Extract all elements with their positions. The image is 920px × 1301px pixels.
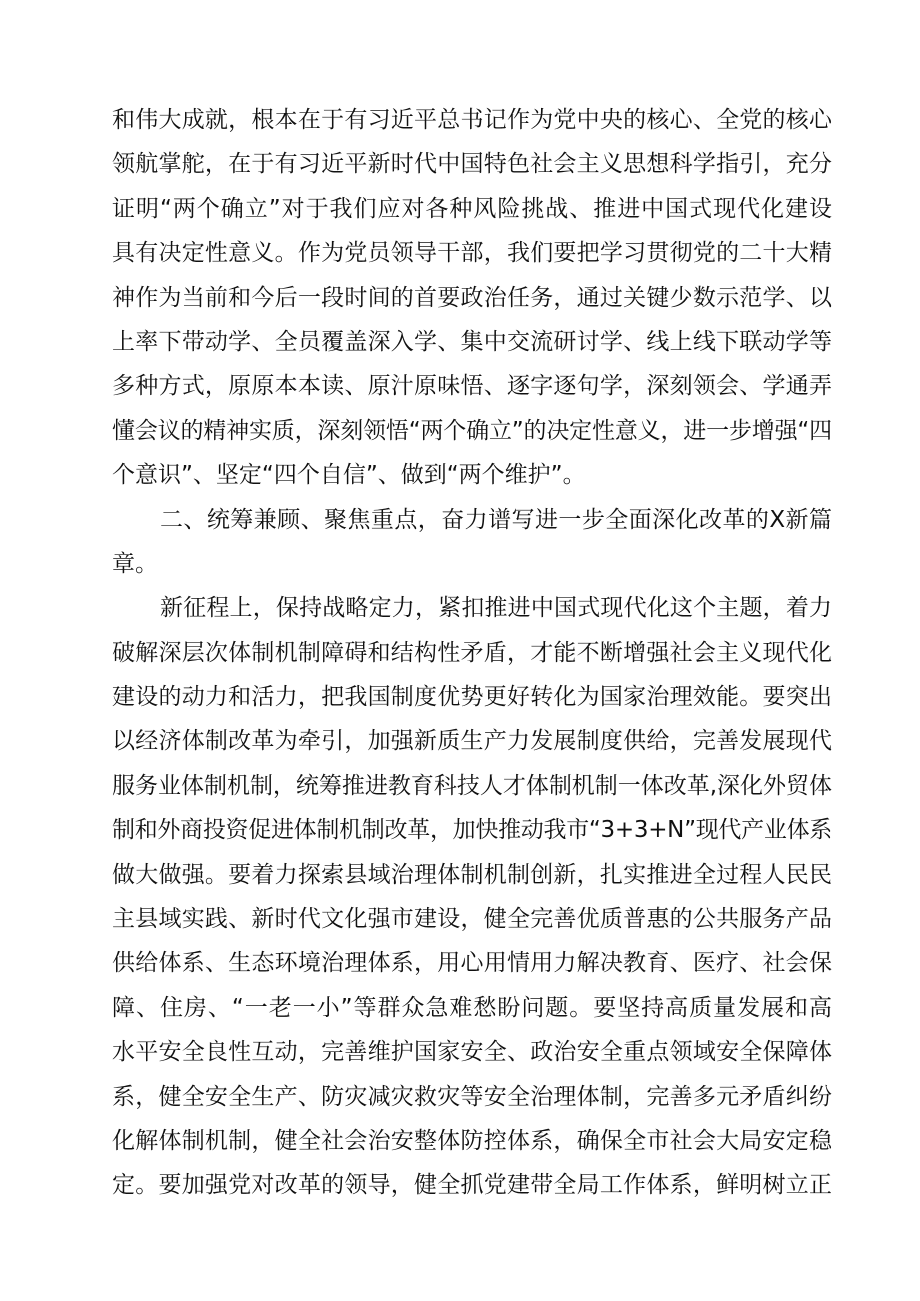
text-line: 主县域实践、新时代文化强市建设，健全完善优质普惠的公共服务产品 [112, 906, 832, 933]
text-line: 障、住房、“一老一小”等群众急难愁盼问题。要坚持高质量发展和高 [112, 994, 832, 1021]
body-text [112, 98, 832, 1208]
text-line: 制和外商投资促进体制机制改革，加快推动我市“3+3+N”现代产业体系 [112, 817, 832, 844]
text-line: 领航掌舵，在于有习近平新时代中国特色社会主义思想科学指引，充分 [112, 151, 832, 178]
text-line: 和伟大成就，根本在于有习近平总书记作为党中央的核心、全党的核心 [112, 107, 832, 133]
text-line: 定。要加强党对改革的领导，健全抓党建带全局工作体系，鲜明树立正 [112, 1172, 832, 1199]
text-line: 上率下带动学、全员覆盖深入学、集中交流研讨学、线上线下联动学等 [112, 328, 832, 355]
text-line: 二、统筹兼顾、聚焦重点，奋力谱写进一步全面深化改革的X新篇 [160, 506, 832, 533]
text-line: 供给体系、生态环境治理体系，用心用情用力解决教育、医疗、社会保 [112, 950, 832, 977]
text-line: 证明“两个确立”对于我们应对各种风险挑战、推进中国式现代化建设 [112, 195, 832, 222]
text-line: 以经济体制改革为牵引，加强新质生产力发展制度供给，完善发展现代 [112, 728, 832, 755]
text-line: 水平安全良性互动，完善维护国家安全、政治安全重点领域安全保障体 [112, 1039, 832, 1066]
text-line: 懂会议的精神实质，深刻领悟“两个确立”的决定性意义，进一步增强“四 [112, 417, 832, 444]
text-line: 破解深层次体制机制障碍和结构性矛盾，才能不断增强社会主义现代化 [112, 639, 832, 666]
text-line: 神作为当前和今后一段时间的首要政治任务，通过关键少数示范学、以 [112, 284, 832, 311]
text-line: 系，健全安全生产、防灾减灾救灾等安全治理体制，完善多元矛盾纠纷 [112, 1083, 832, 1110]
text-line: 化解体制机制，健全社会治安整体防控体系，确保全市社会大局安定稳 [112, 1127, 832, 1154]
text-line: 建设的动力和活力，把我国制度优势更好转化为国家治理效能。要突出 [112, 684, 832, 711]
text-line: 多种方式，原原本本读、原汁原味悟、逐字逐句学，深刻领会、学通弄 [112, 373, 832, 400]
text-line: 做大做强。要着力探索县域治理体制机制创新，扎实推进全过程人民民 [112, 861, 832, 888]
text-line: 章。 [112, 550, 158, 577]
text-line: 具有决定性意义。作为党员领导干部，我们要把学习贯彻党的二十大精 [112, 240, 832, 267]
text-line: 个意识”、坚定“四个自信”、做到“两个维护”。 [112, 462, 586, 489]
text-line: 服务业体制机制，统筹推进教育科技人才体制机制一体改革,深化外贸体 [112, 772, 832, 799]
text-line: 新征程上，保持战略定力，紧扣推进中国式现代化这个主题，着力 [160, 595, 832, 622]
